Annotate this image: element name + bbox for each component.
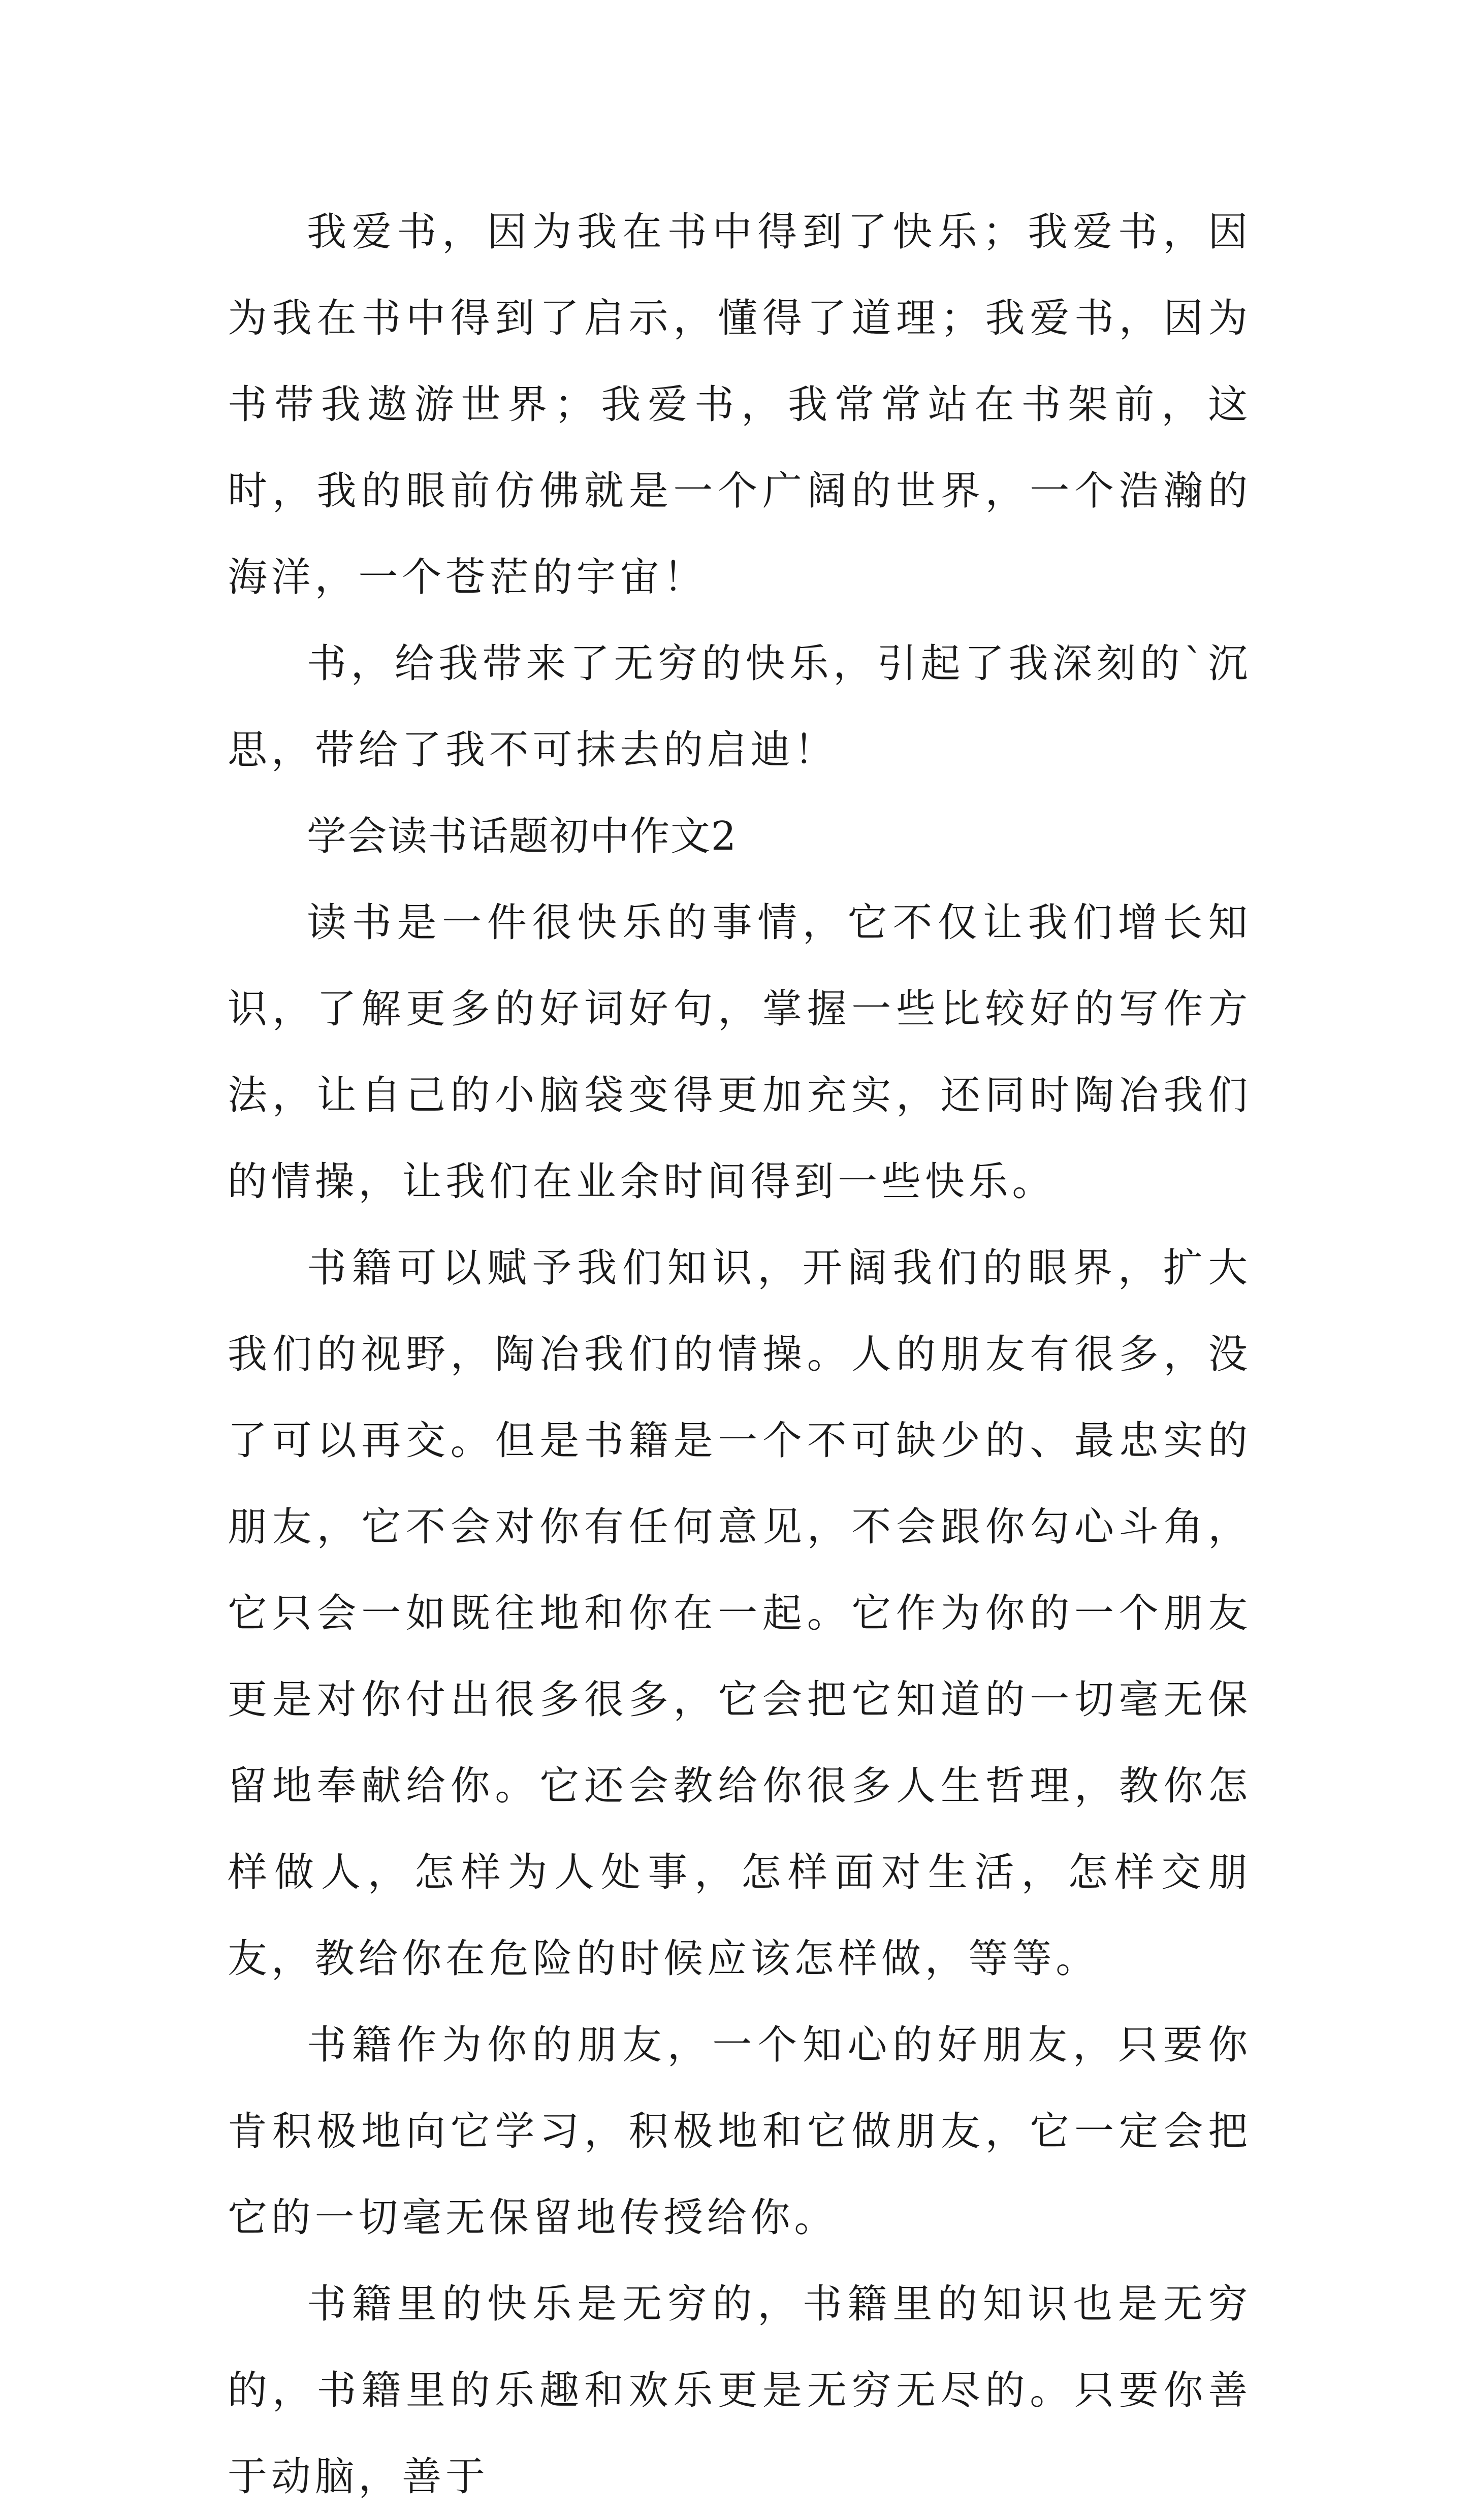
paragraph-3: 读书是一件很快乐的事情，它不仅让我们增长知识，了解更多的好词好句，掌握一些比较好的写作方法，让自己的小脑袋变得更加充实，还同时陶冶我们的情操，让我们在业余时间得到一些快乐。 — [228, 900, 1252, 1205]
essay-heading: 学会读书话题初中作文2 — [307, 814, 737, 859]
paragraph-5: 书籍作为你的朋友，一个知心的好朋友，只要你肯积极地向它学习，积极地和它做朋友，它一定会把它的一切毫无保留地传授给你。 — [228, 2022, 1252, 2241]
paragraph-4: 书籍可以赋予我们知识，开阔我们的眼界，扩大我们的视野，陶冶我们的情操。人的朋友有很多，没了可以再交。但是书籍是一个不可缺少的、最忠实的朋友，它不会对你有任何意见，不会跟你勾心斗角，它只会一如既往地和你在一起。它作为你的一个朋友更是对你付出很多很多，它会把它知道的一切毫无保留地奉献给你。它还会教给你很多人生哲理，教你怎样做人，怎样为人处事，怎样面对生活，怎样交朋友，教给你在危险的时候应该怎样做，等等。 — [228, 1245, 1252, 1982]
paragraph-6: 书籍里的快乐是无穷的，书籍里的知识也是无穷的，书籍里的乐趣和欢乐更是无穷无尽的。只要你善于动脑，善于 — [228, 2281, 1252, 2500]
paragraph-2: 书，给我带来了无穷的快乐，引起了我深刻的`沉思，带给了我不可抹去的启迪！ — [228, 641, 1252, 773]
document-body — [228, 189, 1252, 2520]
paragraph-1: 我爱书，因为我在书中得到了快乐；我爱书，因为我在书中得到了启示，懂得了道理；我爱书，因为书带我遨游世界；我爱书，我常常站在书架前，这时，我的眼前仿佛就是一个广阔的世界，一个浩瀚的海洋，一个苍茫的宇宙！ — [228, 209, 1252, 600]
